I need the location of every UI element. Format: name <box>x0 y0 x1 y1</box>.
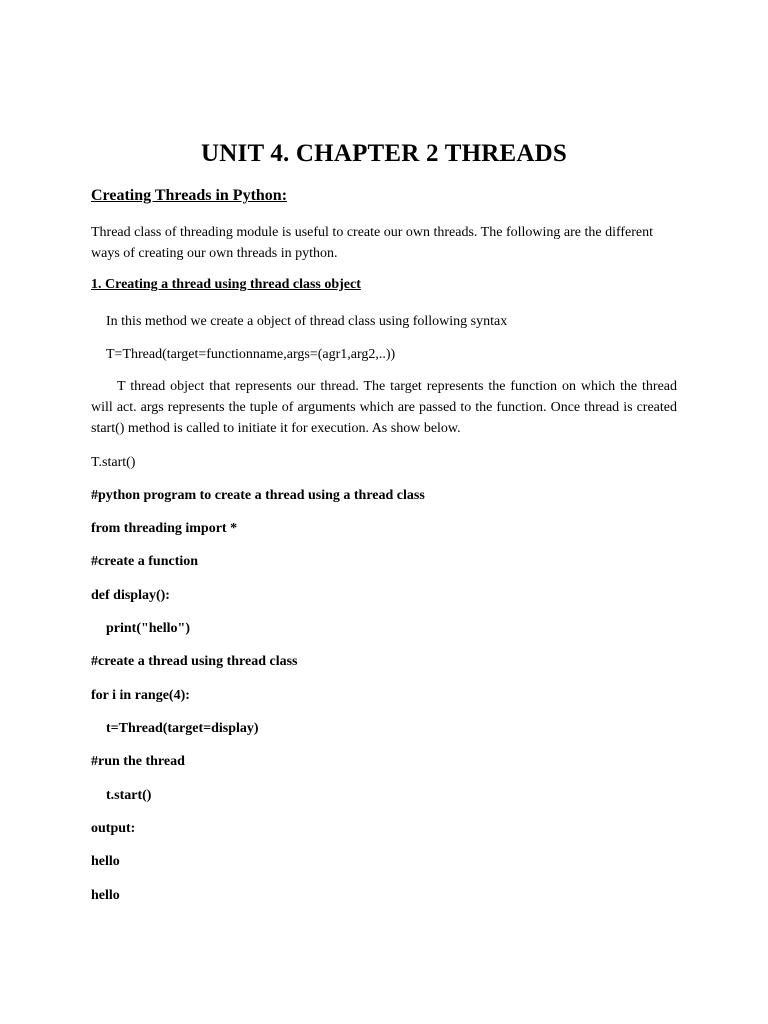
code-line: #create a function <box>91 554 199 569</box>
output-line: hello <box>91 888 120 903</box>
code-line: for i in range(4): <box>91 688 190 703</box>
section-heading: Creating Threads in Python: <box>91 187 288 204</box>
code-line: t=Thread(target=display) <box>106 721 259 736</box>
code-line: def display(): <box>91 588 170 603</box>
start-call-line: T.start() <box>91 455 136 470</box>
document-title: UNIT 4. CHAPTER 2 THREADS <box>201 140 567 167</box>
code-line: #create a thread using thread class <box>91 654 298 669</box>
output-line: hello <box>91 854 120 869</box>
explanation-paragraph: T thread object that represents our thread. The target represents the function on which the thread will act. args represents the tuple of arguments which are passed to the function. Once thread is created start() method is called to initiate it for execution. As show below. <box>91 379 677 436</box>
code-line: #run the thread <box>91 754 185 769</box>
syntax-line: T=Thread(target=functionname,args=(agr1,arg2,..)) <box>106 347 396 362</box>
intro-paragraph: Thread class of threading module is useful to create our own threads. The following are the different ways of creating our own threads in python. <box>91 225 654 261</box>
output-label: output: <box>91 821 136 836</box>
code-line: from threading import * <box>91 521 238 536</box>
code-line: t.start() <box>106 788 152 803</box>
method-description: In this method we create a object of thread class using following syntax <box>106 314 508 329</box>
subheading-method-1: 1. Creating a thread using thread class object <box>91 277 361 292</box>
code-line: #python program to create a thread using a thread class <box>91 488 425 503</box>
code-line: print("hello") <box>106 621 190 636</box>
